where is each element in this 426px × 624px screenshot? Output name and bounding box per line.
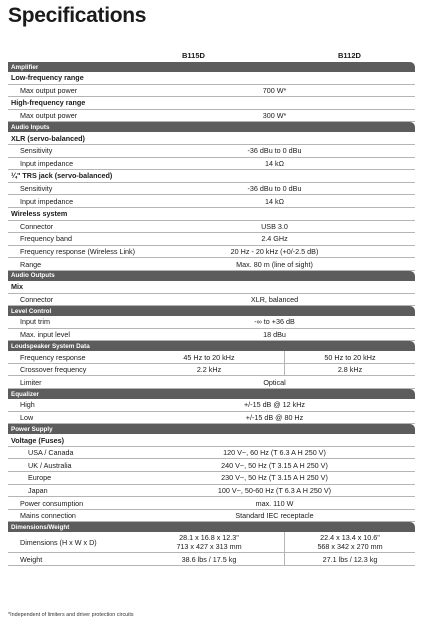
spec-value-line: 713 x 427 x 313 mm (176, 542, 242, 552)
section-header (8, 522, 415, 532)
spec-row-split (8, 532, 415, 553)
spec-label: Input impedance (20, 196, 74, 206)
spec-label: Range (20, 259, 42, 269)
spec-value: -36 dBu to 0 dBu (247, 146, 302, 156)
spec-value: +/-15 dB @ 80 Hz (245, 412, 304, 422)
spec-value-b112d: 27.1 lbs / 12.3 kg (322, 554, 378, 564)
group-row (8, 170, 415, 183)
section-header (8, 271, 415, 281)
spec-value-b115d: 2.2 kHz (196, 365, 222, 375)
spec-label: Sensitivity (20, 184, 53, 194)
spec-label: UK / Australia (28, 460, 72, 470)
page-title: Specifications (8, 4, 147, 27)
specifications-table (8, 62, 415, 566)
group-label: Voltage (Fuses) (11, 435, 64, 445)
spec-row (8, 376, 415, 389)
spec-value: +/-15 dB @ 12 kHz (243, 400, 306, 410)
spec-row (8, 183, 415, 196)
spec-label: Weight (20, 554, 43, 564)
spec-label: Mains connection (20, 511, 76, 521)
section-header (8, 424, 415, 434)
spec-label: Connector (20, 294, 54, 304)
spec-label: USA / Canada (28, 448, 74, 458)
spec-label: Frequency response (20, 352, 86, 362)
spec-value: -∞ to +36 dB (254, 317, 295, 327)
spec-label: High (20, 400, 35, 410)
spec-value: 240 V~, 50 Hz (T 3.15 A H 250 V) (221, 460, 328, 470)
spec-row (8, 294, 415, 307)
section-header-label: Dimensions/Weight (11, 523, 70, 531)
spec-value: 120 V~, 60 Hz (T 6.3 A H 250 V) (223, 448, 326, 458)
spec-label: Power consumption (20, 498, 84, 508)
spec-value: max. 110 W (255, 498, 294, 508)
spec-value: 700 W* (262, 85, 287, 95)
spec-value-b115d (134, 533, 284, 551)
spec-value: 20 Hz - 20 kHz (+0/-2.5 dB) (230, 247, 319, 257)
spec-row-split (8, 351, 415, 364)
spec-row (8, 316, 415, 329)
spec-label: Dimensions (H x W x D) (20, 537, 97, 547)
spec-label: Japan (28, 485, 48, 495)
group-label: Low-frequency range (11, 73, 84, 83)
section-header-label: Amplifier (11, 63, 39, 71)
spec-value: 100 V~, 50-60 Hz (T 6.3 A H 250 V) (217, 485, 332, 495)
spec-value: Standard IEC receptacle (235, 511, 314, 521)
column-header-b115d: B115D (182, 51, 205, 60)
spec-value-line: 22.4 x 13.4 x 10.6" (320, 533, 380, 543)
spec-value: USB 3.0 (261, 221, 288, 231)
group-label: ¼" TRS jack (servo-balanced) (11, 171, 113, 181)
section-header (8, 306, 415, 316)
spec-row (8, 472, 415, 485)
spec-label: Max output power (20, 85, 78, 95)
spec-value: 230 V~, 50 Hz (T 3.15 A H 250 V) (221, 473, 328, 483)
spec-value-b112d (285, 533, 415, 551)
group-row (8, 97, 415, 110)
spec-value: Optical (263, 377, 286, 387)
spec-row (8, 485, 415, 498)
group-row (8, 281, 415, 294)
section-header-label: Audio Outputs (11, 272, 55, 280)
spec-value: 18 dBu (263, 329, 286, 339)
spec-value: XLR, balanced (250, 294, 299, 304)
spec-row (8, 412, 415, 425)
section-header-label: Power Supply (11, 425, 53, 433)
section-header-label: Audio Inputs (11, 123, 50, 131)
group-label: Wireless system (11, 209, 68, 219)
spec-row (8, 510, 415, 523)
spec-label: Limiter (20, 377, 42, 387)
spec-row (8, 399, 415, 412)
spec-value: 14 kΩ (265, 158, 284, 168)
spec-value: Max. 80 m (line of sight) (236, 259, 313, 269)
footnote: *Independent of limiters and driver protection circuits (8, 612, 134, 618)
column-header-b112d: B112D (338, 51, 361, 60)
spec-value-line: 568 x 342 x 270 mm (317, 542, 383, 552)
spec-value: 14 kΩ (265, 196, 284, 206)
spec-value-line: 28.1 x 16.8 x 12.3" (179, 533, 239, 543)
spec-label: Frequency band (20, 234, 72, 244)
spec-row (8, 258, 415, 271)
spec-label: Frequency response (Wireless Link) (20, 247, 136, 257)
spec-label: Low (20, 412, 34, 422)
group-label: Mix (11, 282, 23, 292)
spec-row (8, 158, 415, 171)
spec-value-b112d: 2.8 kHz (337, 365, 363, 375)
spec-value-b115d: 38.6 lbs / 17.5 kg (181, 554, 237, 564)
group-row (8, 208, 415, 221)
section-header (8, 122, 415, 132)
group-label: XLR (servo-balanced) (11, 133, 85, 143)
group-row (8, 434, 415, 447)
spec-row-split (8, 553, 415, 566)
spec-label: Sensitivity (20, 146, 53, 156)
group-row (8, 72, 415, 85)
spec-row (8, 195, 415, 208)
spec-label: Connector (20, 221, 54, 231)
section-header-label: Equalizer (11, 390, 39, 398)
spec-row-split (8, 364, 415, 377)
section-header-label: Level Control (11, 307, 52, 315)
spec-row (8, 497, 415, 510)
spec-value-b115d: 45 Hz to 20 kHz (183, 352, 235, 362)
spec-row (8, 221, 415, 234)
spec-row (8, 85, 415, 98)
spec-label: Max output power (20, 111, 78, 121)
section-header (8, 341, 415, 351)
spec-label: Europe (28, 473, 52, 483)
section-header-label: Loudspeaker System Data (11, 342, 90, 350)
spec-row (8, 329, 415, 342)
spec-label: Input trim (20, 317, 50, 327)
spec-row (8, 145, 415, 158)
spec-value: 300 W* (262, 111, 287, 121)
spec-row (8, 447, 415, 460)
section-header (8, 62, 415, 72)
spec-row (8, 246, 415, 259)
spec-value-b112d: 50 Hz to 20 kHz (324, 352, 376, 362)
spec-row (8, 459, 415, 472)
spec-label: Max. input level (20, 329, 70, 339)
spec-label: Input impedance (20, 158, 74, 168)
group-row (8, 132, 415, 145)
spec-value: 2.4 GHz (261, 234, 288, 244)
section-header (8, 389, 415, 399)
group-label: High-frequency range (11, 98, 86, 108)
spec-row (8, 233, 415, 246)
spec-value: -36 dBu to 0 dBu (247, 184, 302, 194)
spec-row (8, 110, 415, 123)
spec-label: Crossover frequency (20, 365, 87, 375)
